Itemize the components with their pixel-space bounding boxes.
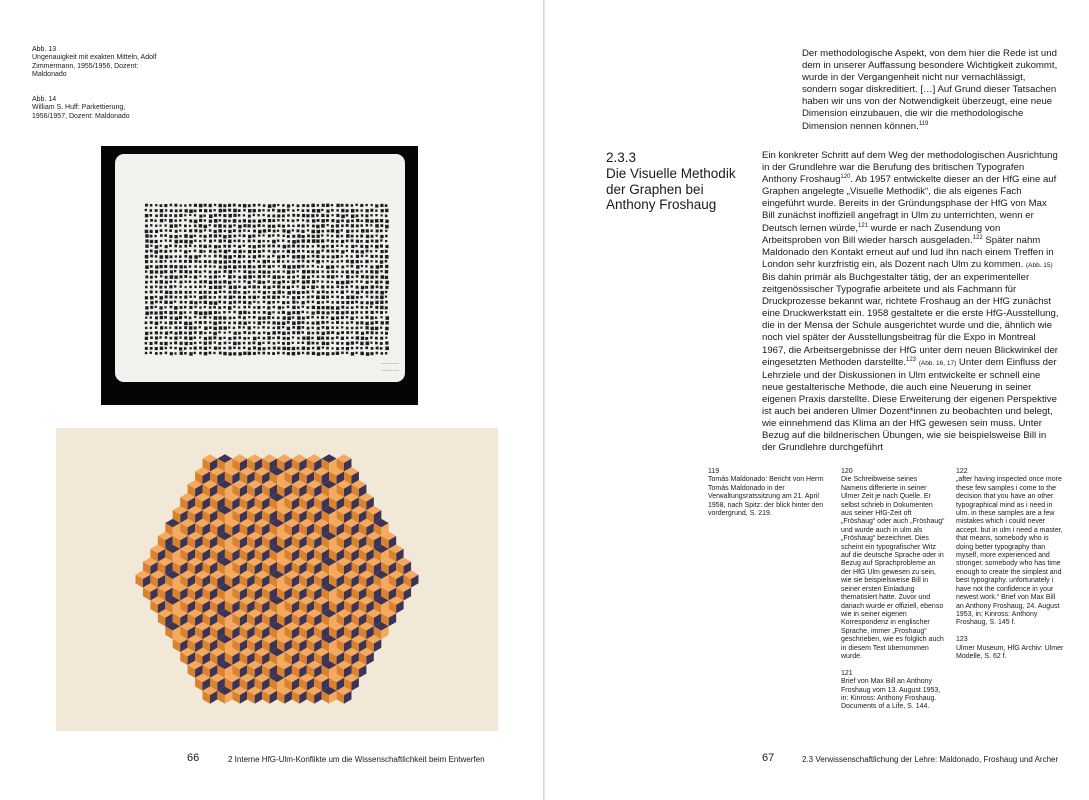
footnote-number: 123 [956,636,968,644]
caption-abb-14 [32,96,162,121]
footnote-number: 119 [708,468,720,475]
footnote-text: Die Schreibweise seines Namens differierte in seiner Ulmer Zeit je nach Quelle. Er selbst schrieb in Dokumenten aus seiner HfG-Zeit oft „Fröshaug“ oder auch „Fröshaug“ und wurde auch in ulm als „Fröshaug“ bezeichnet. Dies scheint ein typografischer Witz auf die deutsche Sprache oder in Bezug auf Sprachprobleme an der HfG Ulm gewesen zu sein, wie sie beispielsweise Bill in seiner ersten Einladung thematisiert hatte. Zuvor und danach wurde er offiziell, ebenso wie in seiner eigenen Korrespondenz in englischer Sprache, immer „Froshaug“ geschrieben, wie es folglich auch in diesem Text übernommen wurde. [841,476,945,660]
footnote-119 [708,468,824,518]
footnote-number: 122 [956,468,968,475]
body-paragraph [762,150,1060,454]
footnote-121 [841,670,945,712]
running-footer-right: 2.3 Verwissenschaftlichung der Lehre: Maldonado, Froshaug und Archer [802,755,1059,764]
intro-quote-text: Der methodologische Aspekt, von dem hier die Rede ist und dem in unserer Auffassung besondere Wichtigkeit zukommt, wurde in der Vergangenheit nicht nur vernachlässigt, sondern sogar diskreditiert. […] Auf Grund dieser Tatsachen haben wir uns von der Notwendigkeit überzeugt, eine neue Dimension einzubauen, die wir die methodologische Dimension nennen können. [802,48,1058,132]
footnote-column-1 [708,468,824,527]
footnote-ref-120: 120 [840,174,851,180]
body-text-5: Bis dahin primär als Buchgestalter tätig, der an experimenteller zeitgenössischer Typografie arbeitete und als Fachmann für Druckprozesse bekannt war, richtete Froshaug an der HfG zunächst eine Druckwerkstatt ein. 1958 gestaltete er die erste HfG-Ausstellung, die in der Mensa der Schule ausgerichtet wurde und die, ähnlich wie noch viel später der Ausstellungsbeitrag für die Expo in Montreal 1967, die Arbeitsergebnisse der HfG unter dem neuen Blickwinkel der eingesetzten Methoden darstellte. [762,271,1059,368]
page-number-left: 66 [187,752,200,764]
footnote-text: Tomás Maldonado: Bericht von Herrn Tomás Maldonado in der Verwaltungsratssitzung am 21. April 1958, nach Spitz: der blick hinter den vordergrund, S. 219. [708,476,824,518]
caption-label: Abb. 14 [32,96,57,103]
footnote-text: „after having inspected once more these few samples i come to the decision that you have an other typographical mind as i need in ulm. in these samples are a few mistakes which i could never accept. but in ulm i need a master, that means, somebody who is doing better typography than myself, more experienced and stronger. somebody who has time enough to create the simplest and best typography. unfortunately i have not the confidence in your newest work.“ Brief von Max Bill an Anthony Froshaug, 24. August 1953, in: Kinross: Anthony Froshaug, S. 145 f. [956,476,1063,627]
footnote-ref-121: 121 [858,222,869,229]
running-footer-left: 2 Interne HfG-Ulm-Konflikte um die Wissenschaftlichkeit beim Entwerfen [228,755,485,764]
dot-grid-pattern [101,146,418,405]
footnote-120 [841,468,945,661]
footnote-column-3 [956,468,1064,670]
body-text-1: Ein konkreter Schritt auf dem Weg der methodologischen Ausrichtung in der Grundlehre war die Berufung des britischen Typografen Anthony Froshaug [762,150,1058,186]
section-number: 2.3.3 [606,150,637,165]
figure-ref-15: (Abb. 15) [1025,261,1053,269]
page-number-right: 67 [762,752,775,764]
section-title: Die Visuelle Methodik der Graphen bei Anthony Froshaug [606,166,736,212]
body-text-6: Unter dem Einfluss der Lehrziele und der Diskussionen in Ulm entwickelte er schnell eine neue gestalterische Methode, die auch eine Neuerung in seiner eigenen Praxis darstellte. Diese Erweiterung der eigenen Perspektive ist auch bei anderen Ulmer Dozent*innen zu beobachten und belegt, wie einnehmend das Klima an der HfG gewesen sein muss. Unter Bezug auf die bildnerischen Übungen, wie sie beispielsweise Bill in der Grundlehre durchgeführt [762,356,1057,454]
footnote-column-2 [841,468,945,720]
footnote-text: Ulmer Museum, HfG Archiv: Ulmer Modelle, S. 62 f. [956,644,1064,660]
figure-ref-16-17: (Abb. 16, 17) [918,359,957,367]
caption-label: Abb. 13 [32,46,57,53]
parquet-tiling-pattern [56,428,498,731]
body-text-2: . Ab 1957 entwickelte dieser an der HfG eine auf Graphen angelegte „Visuelle Methodik“, die als eigenes Fach eingeführt wurde. Bereits in der Gründungsphase der HfG von Max Bill zunächst inoffiziell angefragt in Ulm zu unterrichten, wenn er Deutsch lernen würde, [762,174,1057,234]
footnote-ref-122: 122 [972,234,983,241]
footnote-123 [956,636,1064,661]
photo-stamp-mark [381,363,399,371]
figure-dot-grid-photo [101,146,418,405]
footnote-ref-119: 119 [918,120,929,127]
caption-text: Ungenauigkeit mit exakten Mitteln, Adolf Zimmermann, 1955/1956, Dozent: Maldonado [32,54,157,79]
book-gutter [543,0,545,800]
caption-text: William S. Huff: Parkettierung, 1956/1957, Dozent: Maldonado [32,104,130,120]
body-text-3: wurde er nach Zusendung von Arbeitsproben von Bill wieder harsch ausgeladen. [762,222,1001,246]
body-text-4: Später nahm Maldonado den Kontakt erneut auf und lud ihn nach einem Treffen in London sehr kurzfristig ein, als Dozent nach Ulm zu kommen. [762,234,1054,270]
figure-parquet-tiling [56,428,498,731]
footnote-text: Brief von Max Bill an Anthony Froshaug vom 13. August 1953, in: Kinross: Anthony Froshaug. Documents of a Life, S. 144. [841,678,941,711]
footnote-number: 121 [841,669,853,677]
footnote-ref-123: 123 [906,356,917,363]
caption-abb-13 [32,46,162,80]
footnote-number: 120 [841,468,853,475]
footnote-122 [956,468,1064,628]
intro-quote [802,48,1060,133]
